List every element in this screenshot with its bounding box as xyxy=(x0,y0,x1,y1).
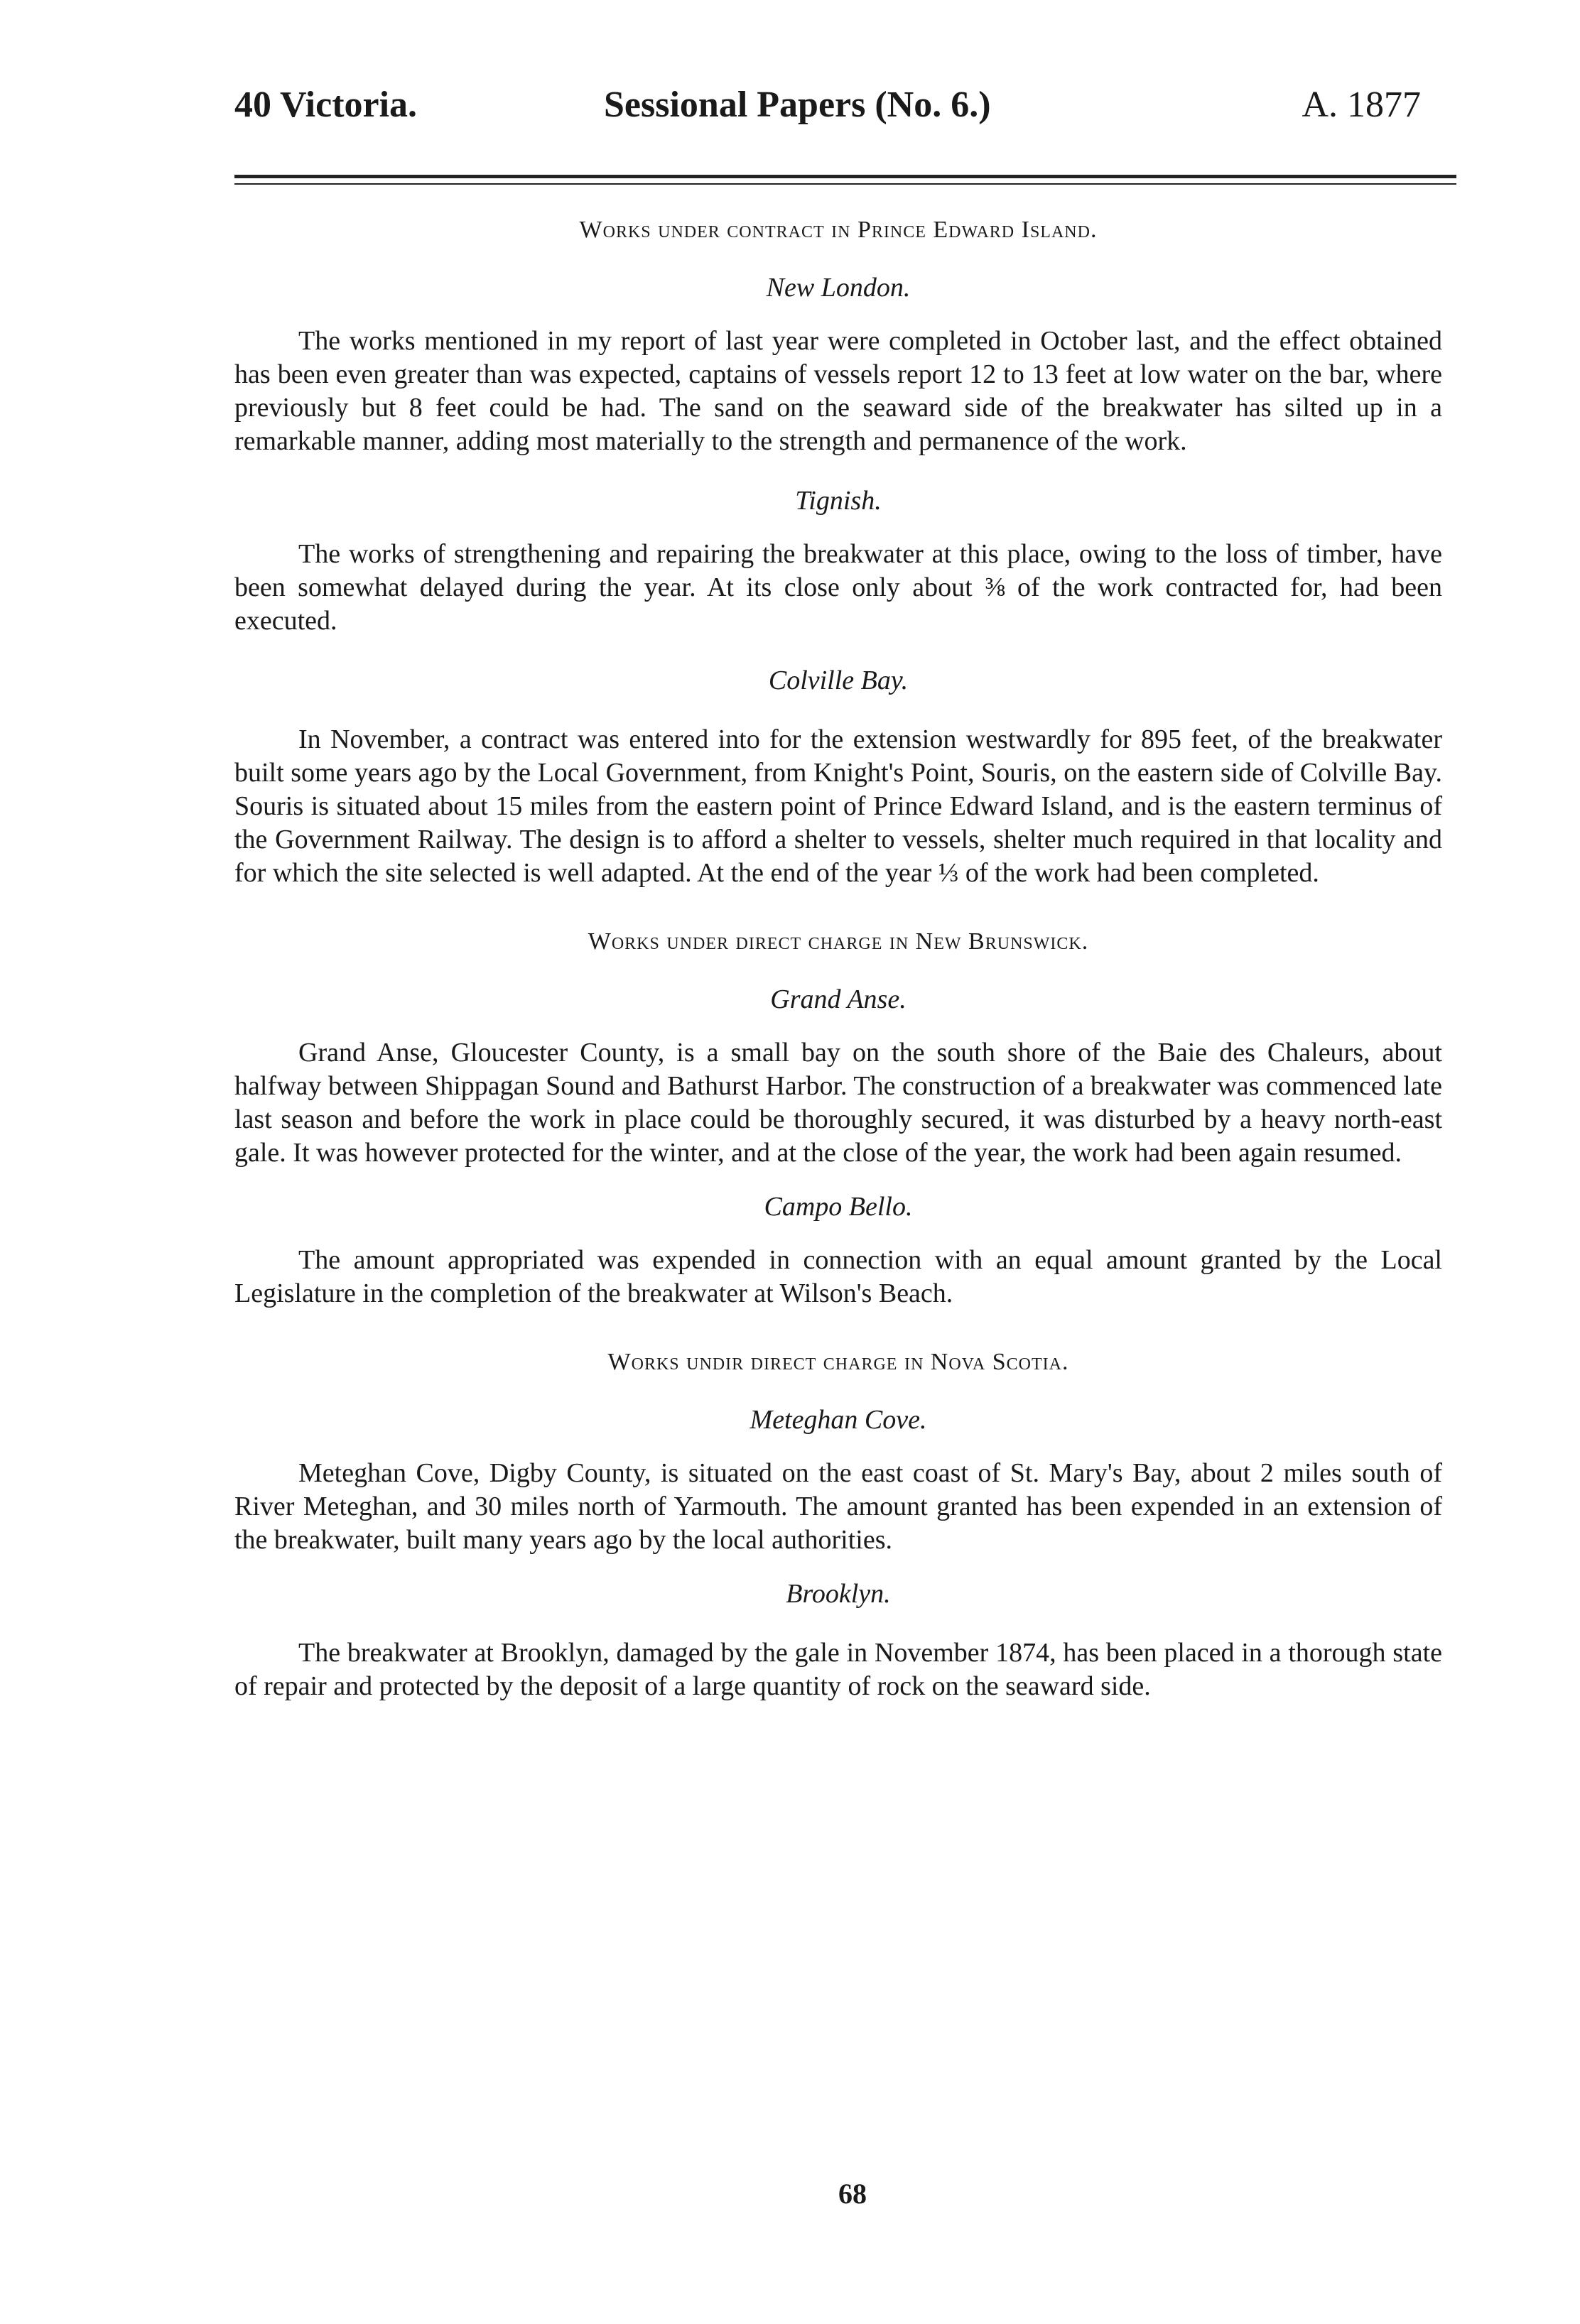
subheading-tignish: Tignish. xyxy=(795,486,882,516)
subheading-meteghan-cove: Meteghan Cove. xyxy=(750,1405,927,1435)
paragraph-campo-bello: The amount appropriated was expended in connection with an equal amount granted by the Local Legislature in the completion of the breakwater at Wilson's Beach. xyxy=(234,1245,1442,1308)
subheading-campo-bello: Campo Bello. xyxy=(764,1192,913,1222)
section-heading-pei: Works under contract in Prince Edward Island. xyxy=(579,217,1098,243)
subheading-new-london: New London. xyxy=(766,273,911,303)
running-head xyxy=(234,84,1435,141)
header-rule-thin xyxy=(234,183,1456,185)
paragraph-colville-bay: In November, a contract was entered into for the extension westwardly for 895 feet, of the breakwater built some years ago by the Local Government, from Knight's Point, Souris, on the eastern side of Colville Bay. Souris is situated about 15 miles from the eastern point of Prince Edward Island, and is the eastern terminus of the Government Railway. The design is to afford a shelter to vessels, shelter much required in that locality and for which the site selected is well adapted. At the end of the year ⅓ of the work had been completed. xyxy=(234,724,1442,888)
header-year: A. 1877 xyxy=(1302,85,1421,125)
paragraph-new-london: The works mentioned in my report of last year were completed in October last, and the effect obtained has been even greater than was expected, captains of vessels report 12 to 13 feet at low water on the bar, where previously but 8 feet could be had. The sand on the seaward side of the breakwater has silted up in a remarkable manner, adding most materially to the strength and permanence of the work. xyxy=(234,326,1442,456)
page-body xyxy=(234,210,1442,1703)
page-number: 68 xyxy=(838,2178,867,2210)
paragraph-tignish: The works of strengthening and repairing the breakwater at this place, owing to the loss of timber, have been somewhat delayed during the year. At its close only about ⅜ of the work contracted for, had been executed. xyxy=(234,539,1442,636)
section-heading-ns: Works undir direct charge in Nova Scotia. xyxy=(607,1349,1069,1375)
section-heading-nb: Works under direct charge in New Brunswick. xyxy=(588,928,1089,955)
subheading-grand-anse: Grand Anse. xyxy=(770,984,907,1014)
header-rule-thick xyxy=(234,175,1456,178)
header-title: Sessional Papers (No. 6.) xyxy=(604,85,991,125)
subheading-colville-bay: Colville Bay. xyxy=(768,666,909,695)
subheading-brooklyn: Brooklyn. xyxy=(786,1579,891,1609)
paragraph-brooklyn: The breakwater at Brooklyn, damaged by the gale in November 1874, has been placed in a thorough state of repair and protected by the deposit of a large quantity of rock on the seaward side. xyxy=(234,1638,1442,1701)
paragraph-meteghan-cove: Meteghan Cove, Digby County, is situated on the east coast of St. Mary's Bay, about 2 miles south of River Meteghan, and 30 miles north of Yarmouth. The amount granted has been expended in an extension of the breakwater, built many years ago by the local authorities. xyxy=(234,1458,1442,1555)
paragraph-grand-anse: Grand Anse, Gloucester County, is a small bay on the south shore of the Baie des Chaleurs, about halfway between Shippagan Sound and Bathurst Harbor. The construction of a breakwater was commenced late last season and before the work in place could be thoroughly secured, it was disturbed by a heavy north-east gale. It was however protected for the winter, and at the close of the year, the work had been again resumed. xyxy=(234,1038,1442,1168)
header-volume: 40 Victoria. xyxy=(234,85,418,125)
